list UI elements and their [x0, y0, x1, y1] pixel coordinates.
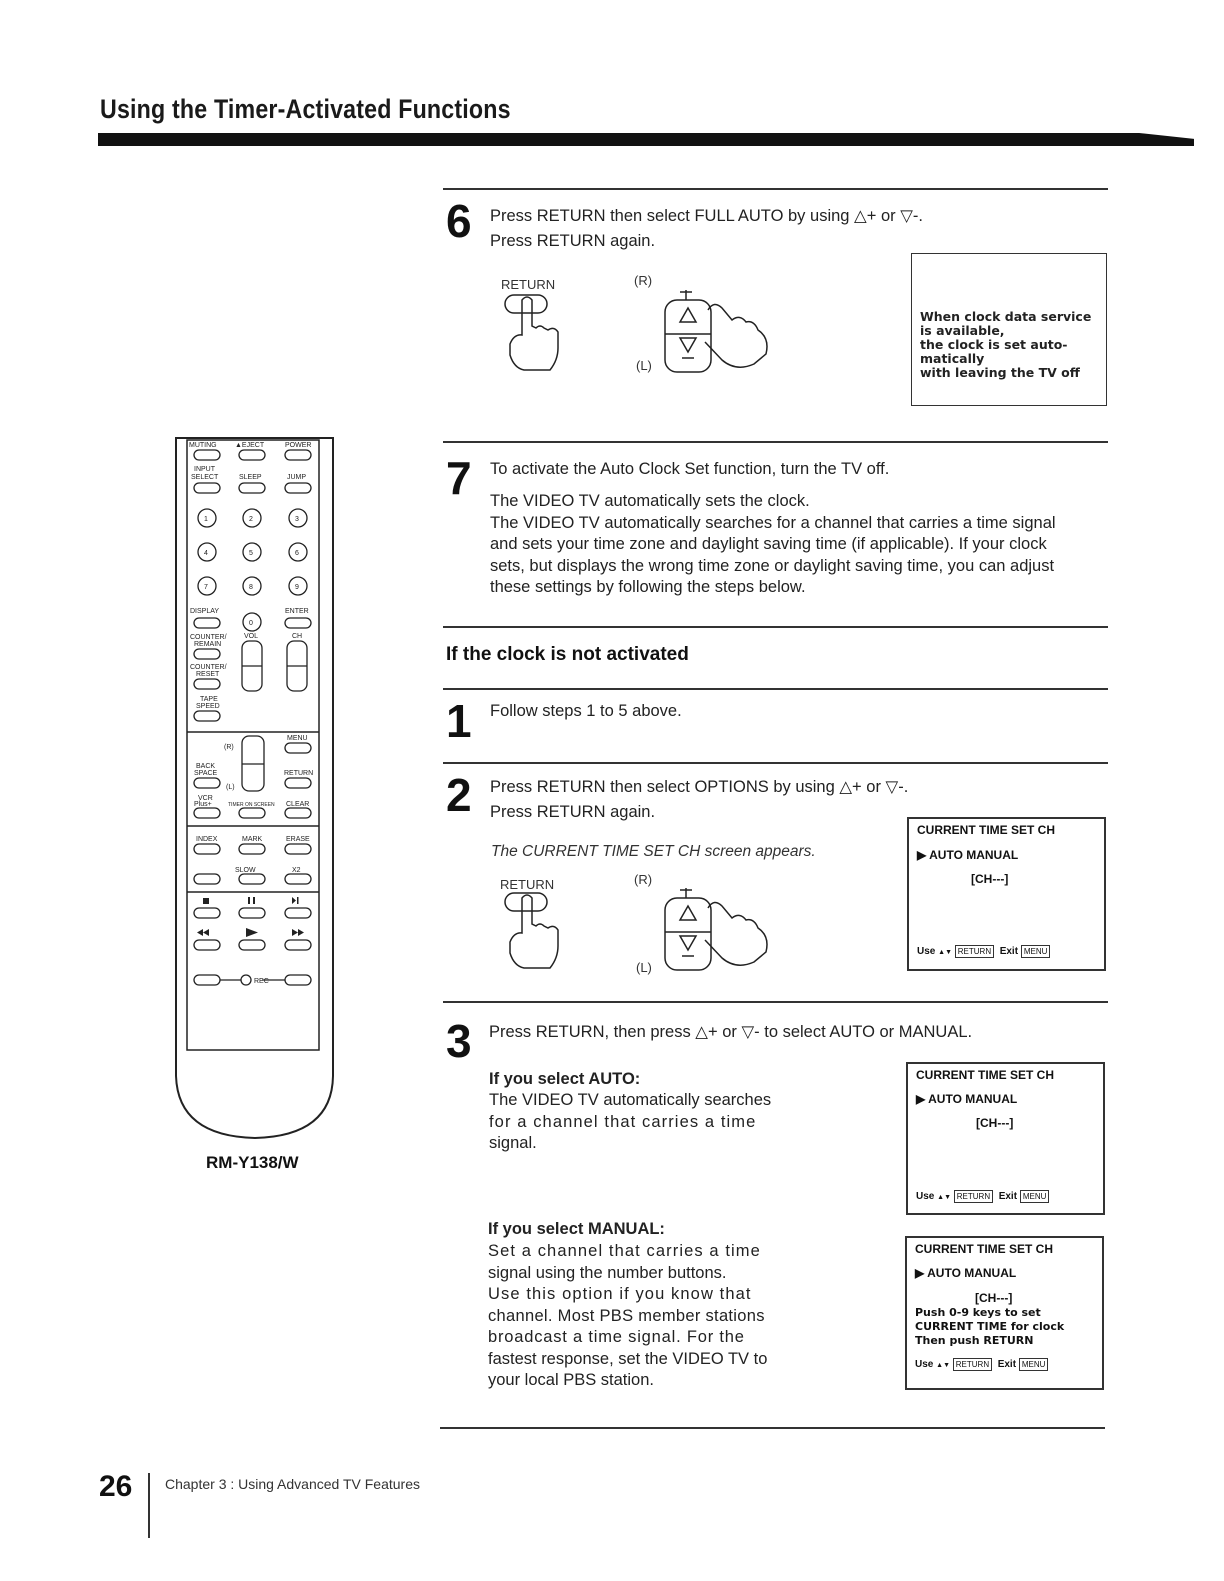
hand-pointer-icon: [510, 895, 558, 968]
remote-digit-9: 9: [295, 584, 299, 591]
remote-digit-2: 2: [249, 516, 253, 523]
remote-label-power: POWER: [285, 442, 312, 449]
not-activated-heading: If the clock is not activated: [446, 644, 689, 665]
manual-text: [488, 1241, 767, 1392]
sub-step2-hand-illustration: [500, 888, 800, 988]
step7-para-4: sets, but displays the wrong time zone or daylight saving time, you can adjust: [490, 556, 1055, 575]
sub-step2-return-label: RETURN: [500, 877, 555, 892]
remote-label-x2: X2: [292, 867, 301, 874]
step6-number: 6: [446, 195, 472, 247]
sub-step2-r-label: (R): [634, 872, 653, 887]
remote-label-r: (R): [224, 744, 234, 751]
remote-label-ch: CH: [292, 633, 303, 640]
osd-options: ▶ AUTO MANUAL: [916, 1092, 1018, 1106]
remote-digit-6: 6: [295, 550, 299, 557]
remote-digit-0: 0: [249, 620, 253, 627]
return-key-icon: RETURN: [955, 945, 994, 958]
title-underline-bar: [98, 133, 1194, 146]
step6-line2: Press RETURN again.: [490, 232, 656, 250]
sub-step2-caption: The CURRENT TIME SET CH screen appears.: [491, 843, 816, 860]
step7-number: 7: [446, 452, 472, 504]
remote-digit-4: 4: [204, 550, 208, 557]
step7-paragraph: [490, 491, 1110, 599]
pause-icon: [248, 897, 250, 904]
remote-label-slow: SLOW: [235, 867, 256, 874]
step7-para-3: and sets your time zone and daylight saving time (if applicable). If your clock: [490, 535, 1047, 553]
footer-divider: [148, 1473, 150, 1538]
osd-exit: Exit: [997, 1359, 1017, 1371]
osd-help: [916, 1190, 1049, 1203]
sub-step2-number: 2: [446, 769, 472, 821]
manual-text-5: broadcast a time signal. For the: [488, 1328, 745, 1346]
remote-label-input: INPUT: [194, 466, 215, 473]
step7-para-1: The VIDEO TV automatically sets the clock.: [490, 492, 810, 510]
step6-l-label: (L): [636, 358, 652, 373]
page-number: 26: [99, 1470, 133, 1503]
step6-return-label: RETURN: [501, 277, 556, 292]
hand-pressing-icon: [705, 902, 767, 965]
note-line-2: is available,: [920, 323, 1005, 338]
osd-screen-manual: [905, 1236, 1104, 1390]
osd-use: Use: [917, 946, 936, 958]
osd-title: CURRENT TIME SET CH: [916, 1068, 1054, 1082]
manual-text-1: Set a channel that carries a time: [488, 1242, 761, 1260]
osd-exit: Exit: [998, 1191, 1018, 1203]
osd-ch: [CH---]: [971, 872, 1009, 886]
step7-rule: [443, 441, 1108, 443]
chapter-label: Chapter 3 : Using Advanced TV Features: [165, 1476, 420, 1492]
osd-options: ▶ AUTO MANUAL: [915, 1266, 1017, 1280]
osd-ch: [CH---]: [975, 1291, 1013, 1305]
remote-label-space: SPACE: [194, 770, 218, 777]
hand-pointer-icon: [510, 297, 558, 370]
manual-note-1: Push 0-9 keys to set: [915, 1306, 1041, 1319]
osd-title: CURRENT TIME SET CH: [915, 1242, 1053, 1256]
return-key-icon: RETURN: [954, 1190, 993, 1203]
step6-line1: Press RETURN then select FULL AUTO by using △+ or ▽-.: [490, 207, 923, 225]
remote-digit-5: 5: [249, 550, 253, 557]
auto-heading: If you select AUTO:: [489, 1070, 641, 1088]
sub-step3-rule: [443, 1001, 1108, 1003]
osd-screen-options: [907, 817, 1106, 971]
step7-para-2: The VIDEO TV automatically searches for a channel that carries a time signal: [490, 513, 1056, 532]
step6-hand-illustration: [500, 290, 800, 390]
remote-label-eject: ▲EJECT: [235, 442, 265, 449]
remote-label-muting: MUTING: [189, 442, 217, 449]
updown-icon: ▲▼: [938, 949, 952, 957]
manual-text-2: signal using the number buttons.: [488, 1263, 727, 1282]
remote-digit-3: 3: [295, 516, 299, 523]
sub-step3-line1: Press RETURN, then press △+ or ▽- to select AUTO or MANUAL.: [489, 1023, 973, 1041]
remote-control: [172, 436, 337, 1148]
page-title: Using the Timer-Activated Functions: [100, 94, 511, 124]
menu-key-icon: MENU: [1020, 1190, 1050, 1203]
osd-options: ▶ AUTO MANUAL: [917, 848, 1019, 862]
auto-text-2: for a channel that carries a time: [489, 1112, 757, 1131]
osd-ch: [CH---]: [976, 1116, 1014, 1130]
remote-label-timer-onscreen: TIMER ON SCREEN: [228, 802, 275, 808]
manual-text-3: Use this option if you know that: [488, 1285, 752, 1303]
remote-control-drawing: [172, 436, 337, 1148]
bottom-rule: [440, 1427, 1105, 1429]
remote-label-vcr: VCR: [198, 795, 213, 802]
menu-key-icon: MENU: [1021, 945, 1051, 958]
remote-label-display: DISPLAY: [190, 608, 220, 615]
channel-rocker-icon: [665, 898, 711, 970]
auto-text-1: The VIDEO TV automatically searches: [489, 1091, 772, 1109]
sub-step2-line2: Press RETURN again.: [490, 803, 656, 821]
remote-label-remain: REMAIN: [194, 641, 222, 648]
remote-label-rec: REC: [254, 978, 269, 985]
remote-label-enter: ENTER: [285, 608, 309, 615]
remote-model-label: RM-Y138/W: [206, 1153, 299, 1172]
manual-note-3: Then push RETURN: [915, 1334, 1034, 1347]
auto-text-3: signal.: [489, 1134, 537, 1152]
menu-key-icon: MENU: [1019, 1358, 1049, 1371]
note-line-3: the clock is set auto-: [920, 337, 1068, 352]
note-line-4: matically: [920, 351, 985, 366]
remote-digit-8: 8: [249, 584, 253, 591]
remote-label-jump: JUMP: [287, 474, 307, 481]
manual-text-7: your local PBS station.: [488, 1371, 654, 1389]
manual-text-6: fastest response, set the VIDEO TV to: [488, 1349, 768, 1368]
osd-title: CURRENT TIME SET CH: [917, 823, 1055, 837]
remote-label-menu: MENU: [287, 735, 308, 742]
remote-label-clear: CLEAR: [286, 801, 310, 808]
remote-digit-1: 1: [204, 516, 208, 523]
remote-label-sleep: SLEEP: [239, 474, 262, 481]
step6-note-box: [911, 253, 1107, 406]
manual-text-4: channel. Most PBS member stations: [488, 1306, 765, 1325]
remote-label-counter-remain: COUNTER/: [190, 634, 227, 641]
remote-label-reset: RESET: [196, 671, 220, 678]
manual-heading: If you select MANUAL:: [488, 1220, 665, 1238]
return-key-icon: RETURN: [953, 1358, 992, 1371]
sub-step1-number: 1: [446, 695, 472, 747]
channel-rocker-icon: [665, 300, 711, 372]
updown-icon: ▲▼: [936, 1362, 950, 1370]
osd-screen-auto: [906, 1062, 1105, 1215]
osd-exit: Exit: [999, 946, 1019, 958]
sub-step3-number: 3: [446, 1015, 472, 1067]
osd-help: [915, 1358, 1048, 1371]
remote-label-erase: ERASE: [286, 836, 310, 843]
remote-label-select: SELECT: [191, 474, 219, 481]
note-line-5: with leaving the TV off: [920, 365, 1080, 380]
remote-label-counter-reset: COUNTER/: [190, 664, 227, 671]
remote-label-vol: VOL: [244, 633, 259, 640]
sub-step2-rule: [443, 762, 1108, 764]
auto-text: [489, 1090, 771, 1155]
osd-help: [917, 945, 1050, 958]
remote-label-l: (L): [226, 784, 235, 791]
remote-label-plus: Plus+: [194, 801, 212, 808]
remote-digit-7: 7: [204, 584, 208, 591]
step7-para-5: these settings by following the steps below.: [490, 578, 806, 596]
note-line-1: When clock data service: [920, 309, 1092, 324]
osd-use: Use: [916, 1191, 935, 1203]
remote-label-tape: TAPE: [200, 696, 218, 703]
remote-label-index: INDEX: [196, 836, 218, 843]
heading-rule: [443, 626, 1108, 628]
step6-r-label: (R): [634, 273, 653, 288]
osd-use: Use: [915, 1359, 934, 1371]
step6-rule: [443, 188, 1108, 190]
sub-step2-line1: Press RETURN then select OPTIONS by using △+ or ▽-.: [490, 778, 909, 796]
remote-label-return: RETURN: [284, 770, 314, 777]
hand-pressing-icon: [705, 304, 767, 367]
stop-icon: [203, 898, 209, 904]
sub-step1-rule: [443, 688, 1108, 690]
remote-label-mark: MARK: [242, 836, 263, 843]
step7-line1: To activate the Auto Clock Set function, turn the TV off.: [490, 460, 890, 478]
updown-icon: ▲▼: [937, 1194, 951, 1202]
remote-label-speed: SPEED: [196, 703, 220, 710]
manual-note-2: CURRENT TIME for clock: [915, 1320, 1065, 1333]
osd-manual-note: [915, 1306, 1064, 1348]
step6-note-text: [920, 310, 1091, 380]
remote-label-back: BACK: [196, 763, 216, 770]
sub-step1-text: Follow steps 1 to 5 above.: [490, 702, 682, 720]
sub-step2-l-label: (L): [636, 960, 652, 975]
